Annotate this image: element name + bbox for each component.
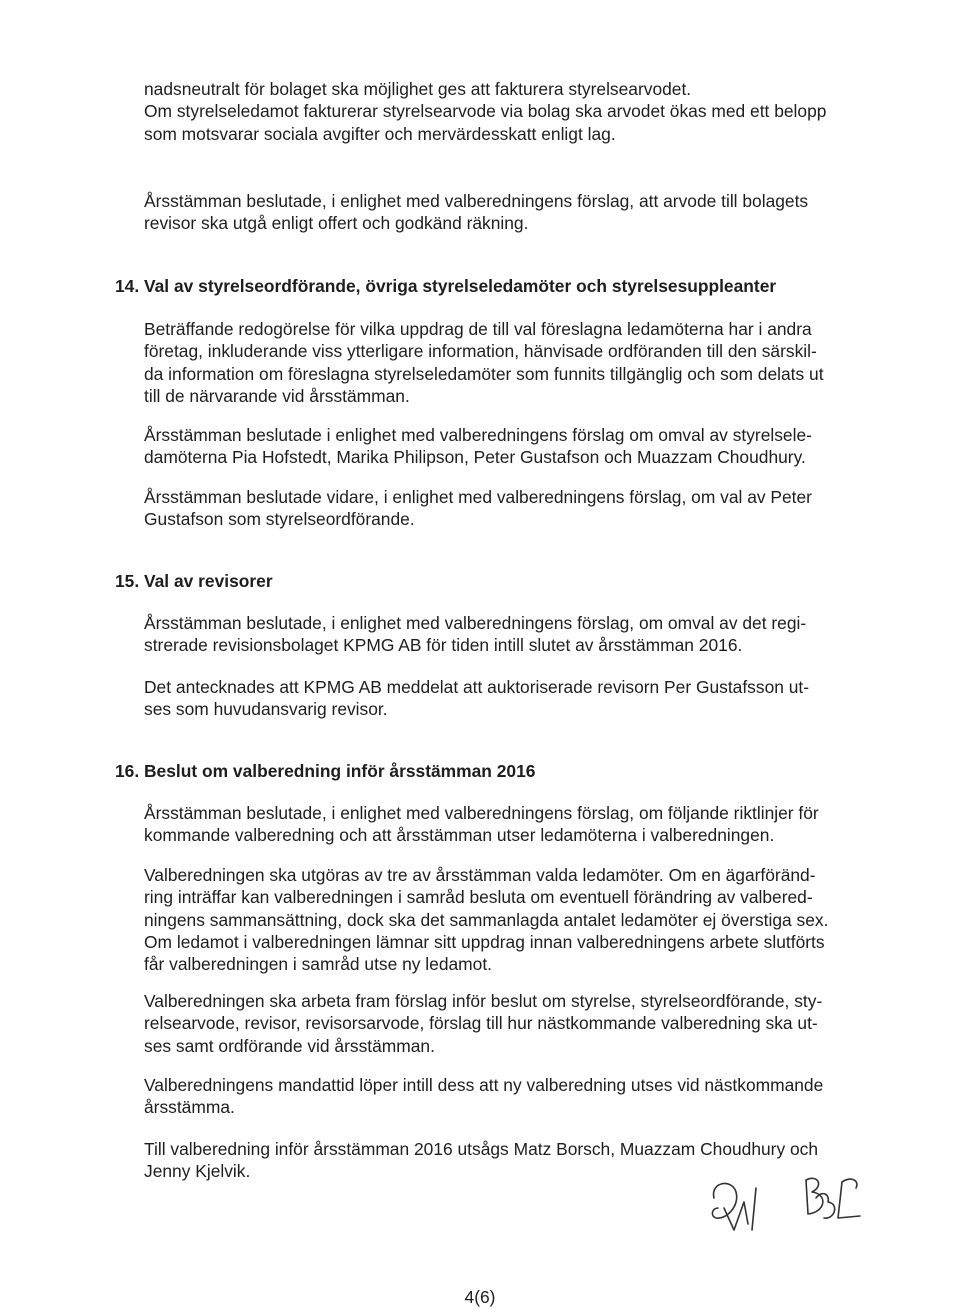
paragraph-principal-auditor xyxy=(144,676,864,721)
text-line: Om styrelseledamot fakturerar styrelsearvode via bolag ska arvodet ökas med ett belopp xyxy=(144,101,827,122)
text-line: Om ledamot i valberedningen lämnar sitt uppdrag innan valberedningens arbete slutförts xyxy=(144,931,825,952)
text-line: Gustafson som styrelseordförande. xyxy=(144,509,415,530)
initial-stroke xyxy=(842,1179,857,1188)
text-line: ring inträffar kan valberedningen i samråd besluta om eventuell förändring av valbered- xyxy=(144,887,813,908)
text-line: får valberedningen i samråd utse ny ledamot. xyxy=(144,954,493,975)
section-number: 14. xyxy=(115,276,140,296)
text-line: till de närvarande vid årsstämman. xyxy=(144,385,410,406)
text-line: nadsneutralt för bolaget ska möjlighet ges att fakturera styrelsearvodet. xyxy=(144,79,692,99)
text-line: Valberedningens mandattid löper intill dess att ny valberedning utses vid nästkommande xyxy=(144,1075,824,1095)
section-number: 15. xyxy=(115,571,140,591)
section-title: Beslut om valberedning inför årsstämman 2016 xyxy=(144,761,536,781)
paragraph-nomination-tasks xyxy=(144,990,864,1057)
section-title: Val av styrelseordförande, övriga styrelseledamöter och styrelsesuppleanter xyxy=(144,276,777,296)
text-line: Det antecknades att KPMG AB meddelat att auktoriserade revisorn Per Gustafsson ut- xyxy=(144,677,810,697)
text-line: ses som huvudansvarig revisor. xyxy=(144,699,388,720)
section-heading-15 xyxy=(115,570,273,592)
text-line: Årsstämman beslutade i enlighet med valberedningens förslag om omval av styrelsele- xyxy=(144,425,812,445)
text-line: Jenny Kjelvik. xyxy=(144,1161,251,1182)
text-line: kommande valberedning och att årsstämman utser ledamöterna i valberedningen. xyxy=(144,825,775,846)
paragraph-board-assignments xyxy=(144,318,864,407)
text-line: Årsstämman beslutade, i enlighet med valberedningens förslag, om omval av det regi- xyxy=(144,613,807,633)
text-line: Valberedningen ska arbeta fram förslag inför beslut om styrelse, styrelseordförande, sty- xyxy=(144,991,823,1011)
paragraph-board-fee-invoicing xyxy=(144,78,864,145)
page-number: 4(6) xyxy=(464,1287,496,1307)
text-line: årsstämma. xyxy=(144,1097,235,1118)
text-line: strerade revisionsbolaget KPMG AB för tiden intill slutet av årsstämman 2016. xyxy=(144,635,743,656)
paragraph-nomination-term xyxy=(144,1074,864,1119)
signature-ink xyxy=(712,1178,860,1230)
initial-stroke xyxy=(724,1202,748,1230)
paragraph-auditor-fee xyxy=(144,190,864,235)
text-line: som motsvarar sociala avgifter och mervärdesskatt enligt lag. xyxy=(144,123,616,144)
paragraph-auditor-reelection xyxy=(144,612,864,657)
section-number: 16. xyxy=(115,761,140,781)
initial-stroke xyxy=(712,1183,736,1218)
initial-stroke xyxy=(752,1188,756,1230)
text-line: revisor ska utgå enligt offert och godkänd räkning. xyxy=(144,213,529,234)
initial-stroke xyxy=(816,1194,835,1219)
paragraph-chairman-election xyxy=(144,486,864,531)
text-line: Valberedningen ska utgöras av tre av årsstämman valda ledamöter. Om en ägarföränd- xyxy=(144,865,816,885)
paragraph-nomination-guidelines xyxy=(144,802,864,847)
signature-initials xyxy=(700,1168,880,1248)
initial-stroke xyxy=(806,1178,823,1214)
text-line: Årsstämman beslutade, i enlighet med valberedningens förslag, att arvode till bolagets xyxy=(144,191,809,211)
text-line: relsearvode, revisor, revisorsarvode, förslag till hur nästkommande valberedning ska ut- xyxy=(144,1013,818,1034)
text-line: da information om föreslagna styrelseledamöter som funnits tillgänglig och som delats ut xyxy=(144,363,824,384)
paragraph-nomination-composition xyxy=(144,864,864,975)
text-line: företag, inkluderande viss ytterligare information, hänvisade ordföranden till den särskil- xyxy=(144,341,817,362)
text-line: Till valberedning inför årsstämman 2016 utsågs Matz Borsch, Muazzam Choudhury och xyxy=(144,1139,819,1159)
section-heading-14 xyxy=(115,275,776,297)
text-line: ningens sammansättning, dock ska det sammanlagda antalet ledamöter ej överstiga sex. xyxy=(144,909,829,930)
section-title: Val av revisorer xyxy=(144,571,273,591)
text-line: ses samt ordförande vid årsstämman. xyxy=(144,1035,435,1056)
text-line: Beträffande redogörelse för vilka uppdrag de till val föreslagna ledamöterna har i andra xyxy=(144,319,812,339)
text-line: Årsstämman beslutade, i enlighet med valberedningens förslag, om följande riktlinjer för xyxy=(144,803,819,823)
section-heading-16 xyxy=(115,760,535,782)
text-line: Årsstämman beslutade vidare, i enlighet med valberedningens förslag, om val av Peter xyxy=(144,487,812,507)
text-line: damöterna Pia Hofstedt, Marika Philipson, Peter Gustafson och Muazzam Choudhury. xyxy=(144,447,806,468)
paragraph-board-reelection xyxy=(144,424,864,469)
